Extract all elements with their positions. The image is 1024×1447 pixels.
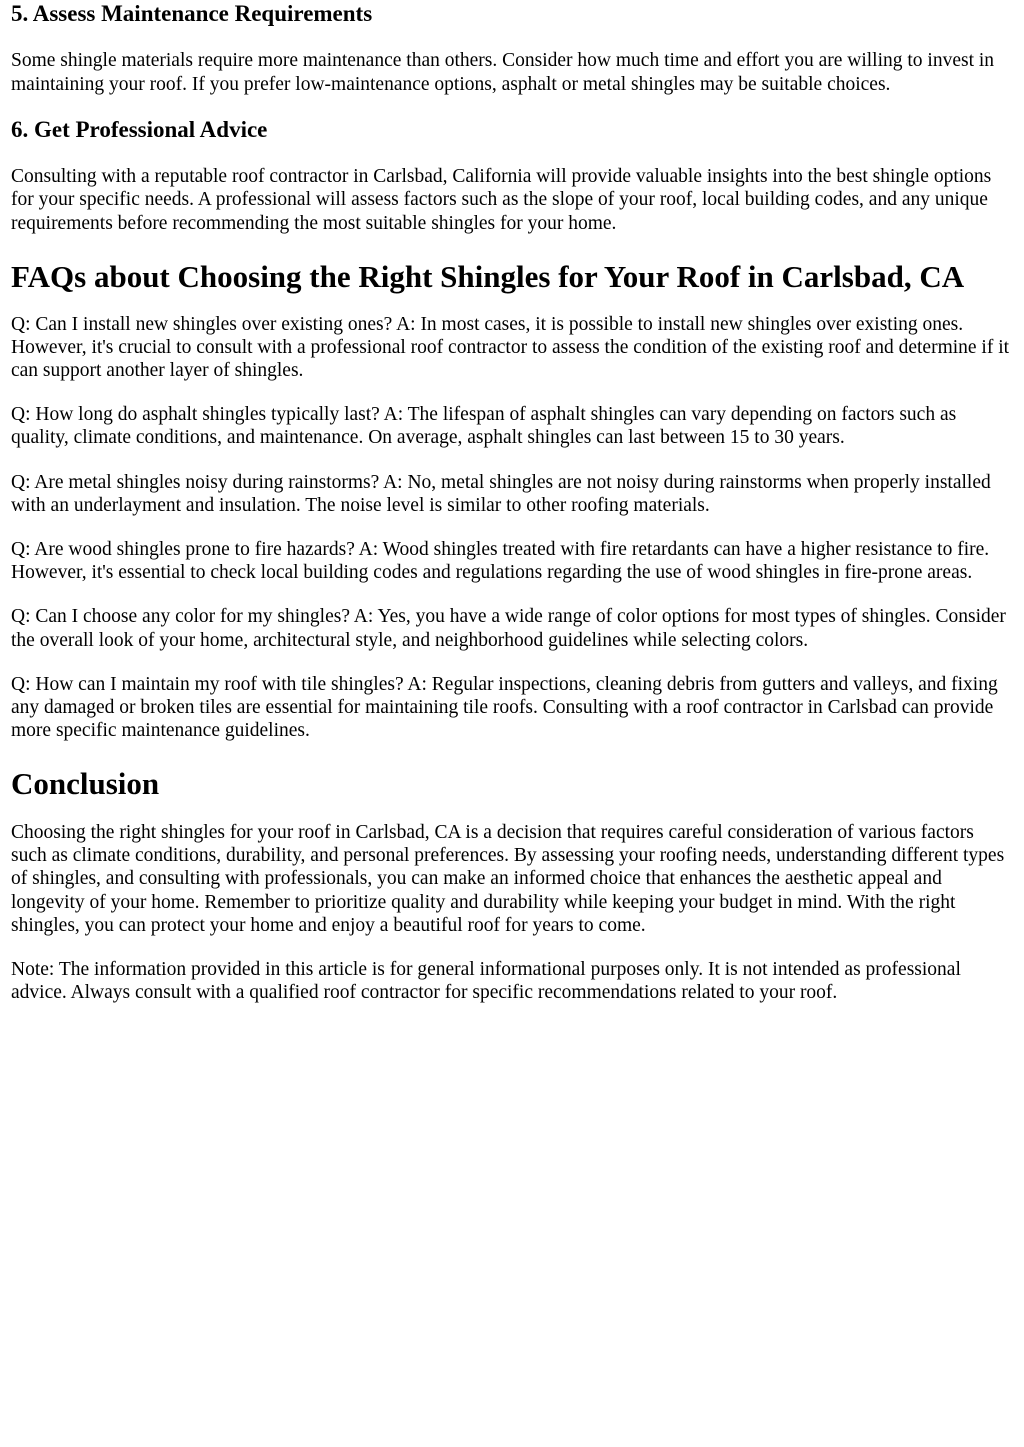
section-heading-maintenance: 5. Assess Maintenance Requirements [11,1,373,26]
faq-list [11,313,1014,743]
section-paragraph-professional-advice: Consulting with a reputable roof contractor in Carlsbad, California will provide valuable insights into the best shingle options for your specific needs. A professional will assess factors such as the slope of your roof, local building codes, and any unique requirements before recommending the most suitable shingles for your home. [11,166,992,234]
section-paragraph-maintenance: Some shingle materials require more maintenance than others. Consider how much time and effort you are willing to invest in maintaining your roof. If you prefer low-maintenance options, asphalt or metal shingles may be suitable choices. [11,50,995,95]
faq-item: Q: Are wood shingles prone to fire hazards? A: Wood shingles treated with fire retardants can have a higher resistance to fire. However, it's essential to check local building codes and regulations regarding the use of wood shingles in fire-prone areas. [11,538,990,584]
faq-heading: FAQs about Choosing the Right Shingles for Your Roof in Carlsbad, CA [11,258,965,294]
disclaimer-note: Note: The information provided in this article is for general informational purposes only. It is not intended as professional advice. Always consult with a qualified roof contractor for specific recommendations related to your roof. [11,959,961,1004]
section-heading-professional-advice: 6. Get Professional Advice [11,116,268,142]
faq-item: Q: Can I choose any color for my shingles? A: Yes, you have a wide range of color options for most types of shingles. Consider the overall look of your home, architectural style, and neighborhood guidelines while selecting colors. [11,606,1006,651]
faq-item: Q: How long do asphalt shingles typically last? A: The lifespan of asphalt shingles can vary depending on factors such as quality, climate conditions, and maintenance. On average, asphalt shingles can last between 15 to 30 years. [11,404,957,449]
faq-item: Q: How can I maintain my roof with tile shingles? A: Regular inspections, cleaning debris from gutters and valleys, and fixing any damaged or broken tiles are essential for maintaining tile roofs. Consulting with a roof contractor in Carlsbad can provide more specific maintenance guidelines. [11,673,998,742]
conclusion-heading: Conclusion [11,766,160,802]
conclusion-paragraph: Choosing the right shingles for your roof in Carlsbad, CA is a decision that requires careful consideration of various factors such as climate conditions, durability, and personal preferences. By assessing your roofing needs, understanding different types of shingles, and consulting with professionals, you can make an informed choice that enhances the aesthetic appeal and longevity of your home. Remember to prioritize quality and durability while keeping your budget in mind. With the right shingles, you can protect your home and enjoy a beautiful roof for years to come. [11,822,1005,936]
article-body [0,1,1024,1004]
faq-item: Q: Are metal shingles noisy during rainstorms? A: No, metal shingles are not noisy during rainstorms when properly installed with an underlayment and insulation. The noise level is similar to other roofing materials. [11,471,991,516]
faq-item: Q: Can I install new shingles over existing ones? A: In most cases, it is possible to install new shingles over existing ones. However, it's crucial to consult with a professional roof contractor to assess the condition of the existing roof and determine if it can support another layer of shingles. [11,313,1010,381]
